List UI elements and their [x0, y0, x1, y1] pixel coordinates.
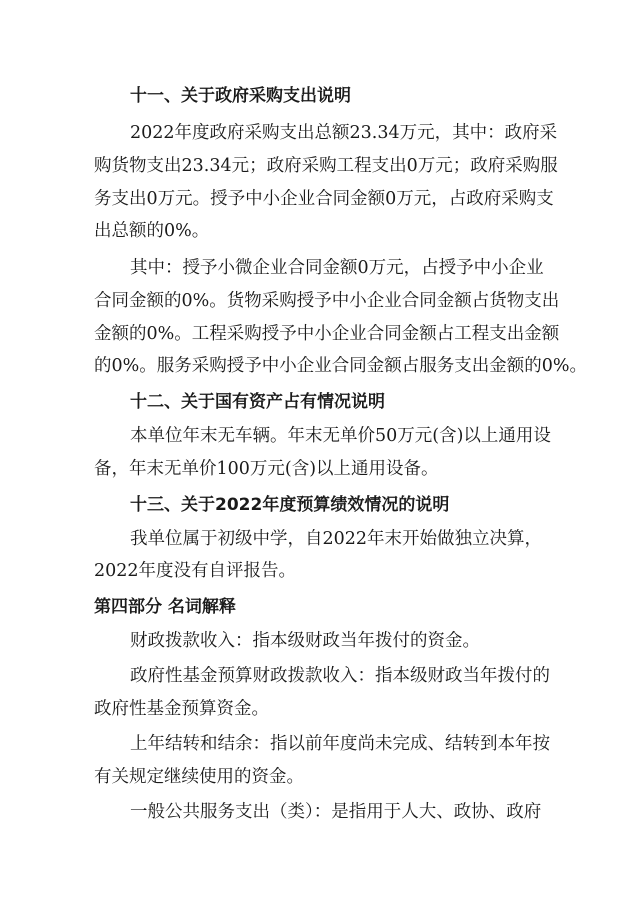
section-13-p1-line2: 2022年度没有自评报告。	[94, 561, 297, 581]
section-13-heading: 十三、关于2022年度预算绩效情况的说明	[130, 495, 450, 515]
part-4-p4-line1: 一般公共服务支出（类）：是指用于人大、政协、政府	[130, 802, 542, 822]
section-11-p2-line2: 合同金额的0%。货物采购授予中小企业合同金额占货物支出	[94, 291, 560, 311]
section-12-heading: 十二、关于国有资产占有情况说明	[130, 392, 385, 412]
section-11-p1-line3: 务支出0万元。授予中小企业合同金额0万元，占政府采购支	[94, 189, 554, 209]
part-4-p2-line2: 政府性基金预算资金。	[94, 699, 269, 719]
section-12-p1-line1: 本单位年末无车辆。年末无单价50万元(含)以上通用设	[130, 426, 551, 446]
section-13-p1-line1: 我单位属于初级中学，自2022年末开始做独立决算，	[130, 529, 543, 549]
part-4-p1-line1: 财政拨款收入：指本级财政当年拨付的资金。	[130, 631, 480, 651]
section-11-p2-line1: 其中：授予小微企业合同金额0万元，占授予中小企业	[130, 258, 544, 278]
part-4-p3-line2: 有关规定继续使用的资金。	[94, 767, 304, 787]
section-12-p1-line2: 备，年末无单价100万元(含)以上通用设备。	[94, 459, 439, 479]
section-11-p1-line4: 出总额的0%。	[94, 221, 210, 241]
section-11-p1-line2: 购货物支出23.34元；政府采购工程支出0万元；政府采购服	[94, 156, 558, 176]
part-4-p2-line1: 政府性基金预算财政拨款收入：指本级财政当年拨付的	[130, 666, 550, 686]
section-11-p2-line3: 金额的0%。工程采购授予中小企业合同金额占工程支出金额	[94, 324, 560, 344]
part-4-p3-line1: 上年结转和结余：指以前年度尚未完成、结转到本年按	[130, 734, 550, 754]
section-11-heading: 十一、关于政府采购支出说明	[130, 86, 351, 106]
section-11-p2-line4: 的0%。服务采购授予中小企业合同金额占服务支出金额的0%。	[94, 356, 588, 376]
part-4-heading: 第四部分 名词解释	[94, 597, 236, 617]
section-11-p1-line1: 2022年度政府采购支出总额23.34万元，其中：政府采	[130, 123, 558, 143]
